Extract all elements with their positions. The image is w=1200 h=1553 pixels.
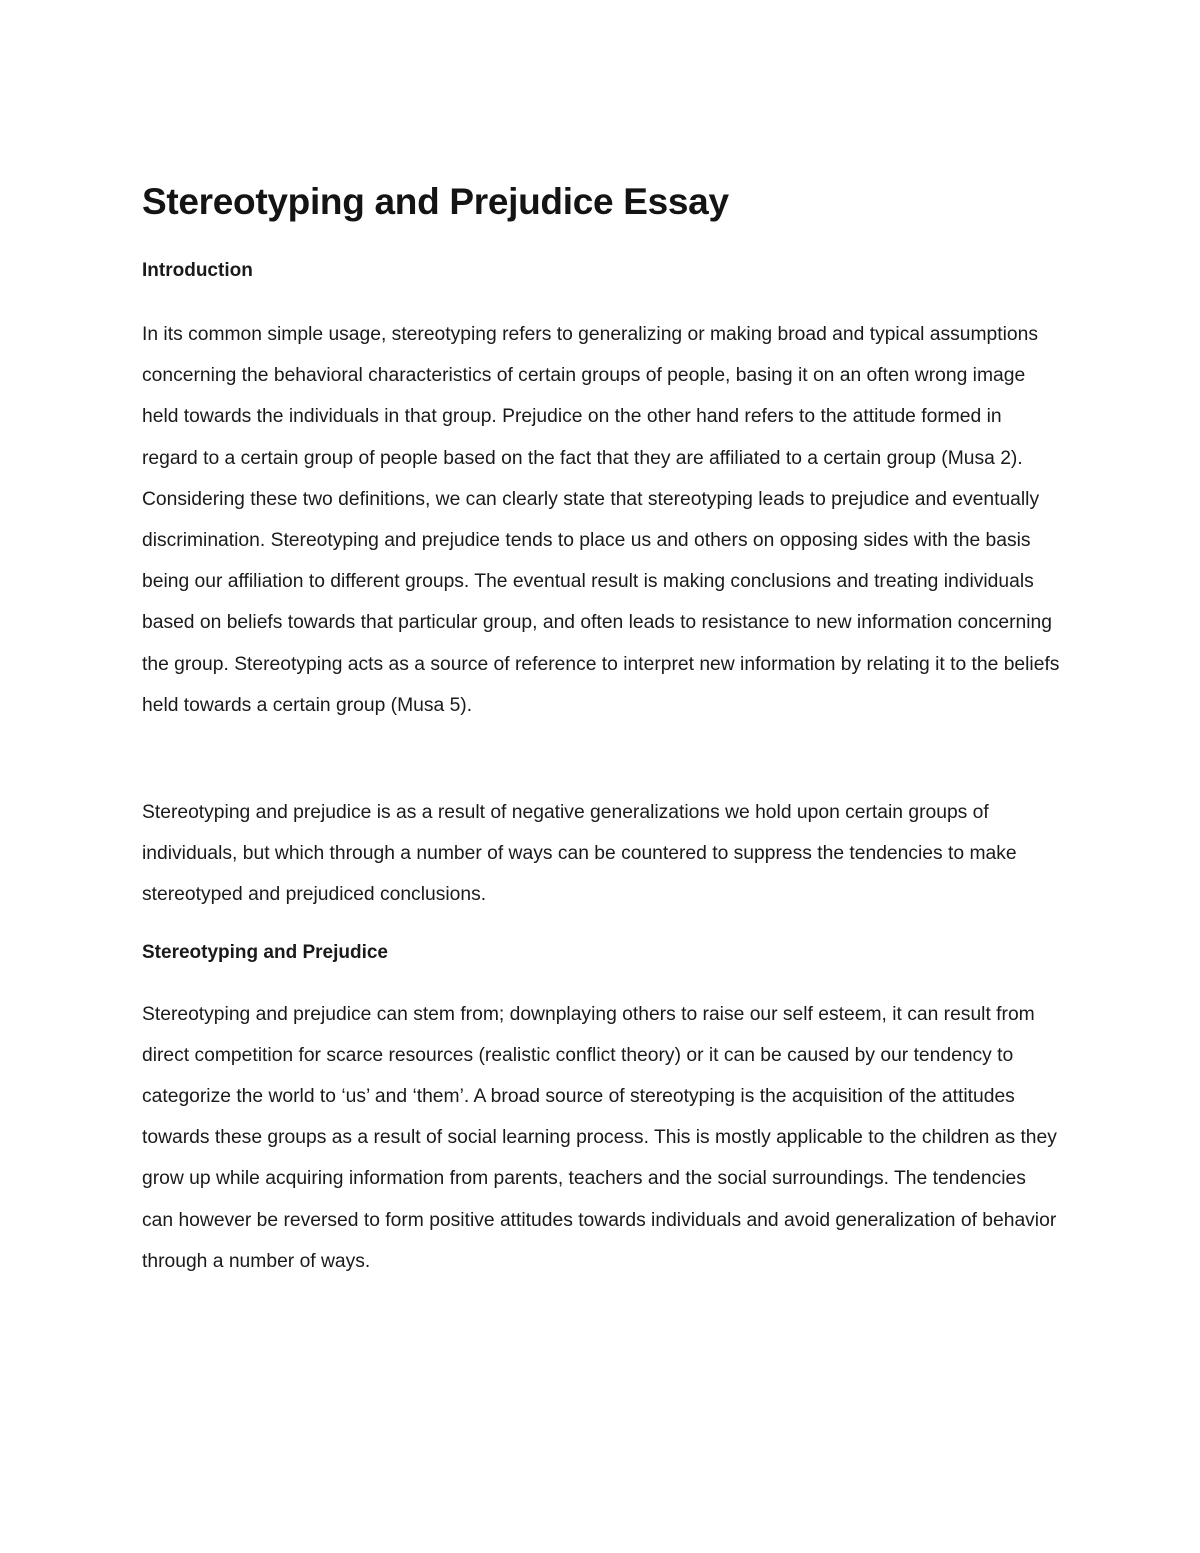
section-paragraph: Stereotyping and prejudice can stem from; downplaying others to raise our self esteem, it can result from direct competition for scarce resources (realistic conflict theory) or it can be caused by our tendency to categorize the world to ‘us’ and ‘them’. A broad source of stereotyping is the acquisition of the attitudes towards these groups as a result of social learning process. This is mostly applicable to the children as they grow up while acquiring information from parents, teachers and the social surroundings. The tendencies can however be reversed to form positive attitudes towards individuals and avoid generalization of behavior through a number of ways. (142, 1003, 1057, 1272)
document-title: Stereotyping and Prejudice Essay (142, 181, 729, 222)
thesis-paragraph: Stereotyping and prejudice is as a result of negative generalizations we hold upon certain groups of individuals, but which through a number of ways can be countered to suppress the tendencies to make stereotyped and prejudiced conclusions. (142, 802, 1017, 906)
document-body (142, 172, 1060, 1282)
introduction-heading: Introduction (142, 260, 253, 281)
section-heading: Stereotyping and Prejudice (142, 941, 388, 963)
introduction-paragraph: In its common simple usage, stereotyping refers to generalizing or making broad and typical assumptions concerning the behavioral characteristics of certain groups of people, basing it on an often wrong image held towards the individuals in that group. Prejudice on the other hand refers to the attitude formed in regard to a certain group of people based on the fact that they are affiliated to a certain group (Musa 2). Considering these two definitions, we can clearly state that stereotyping leads to prejudice and eventually discrimination. Stereotyping and prejudice tends to place us and others on opposing sides with the basis being our affiliation to different groups. The eventual result is making conclusions and treating individuals based on beliefs towards that particular group, and often leads to resistance to new information concerning the group. Stereotyping acts as a source of reference to interpret new information by relating it to the beliefs held towards a certain group (Musa 5). (142, 324, 1060, 716)
